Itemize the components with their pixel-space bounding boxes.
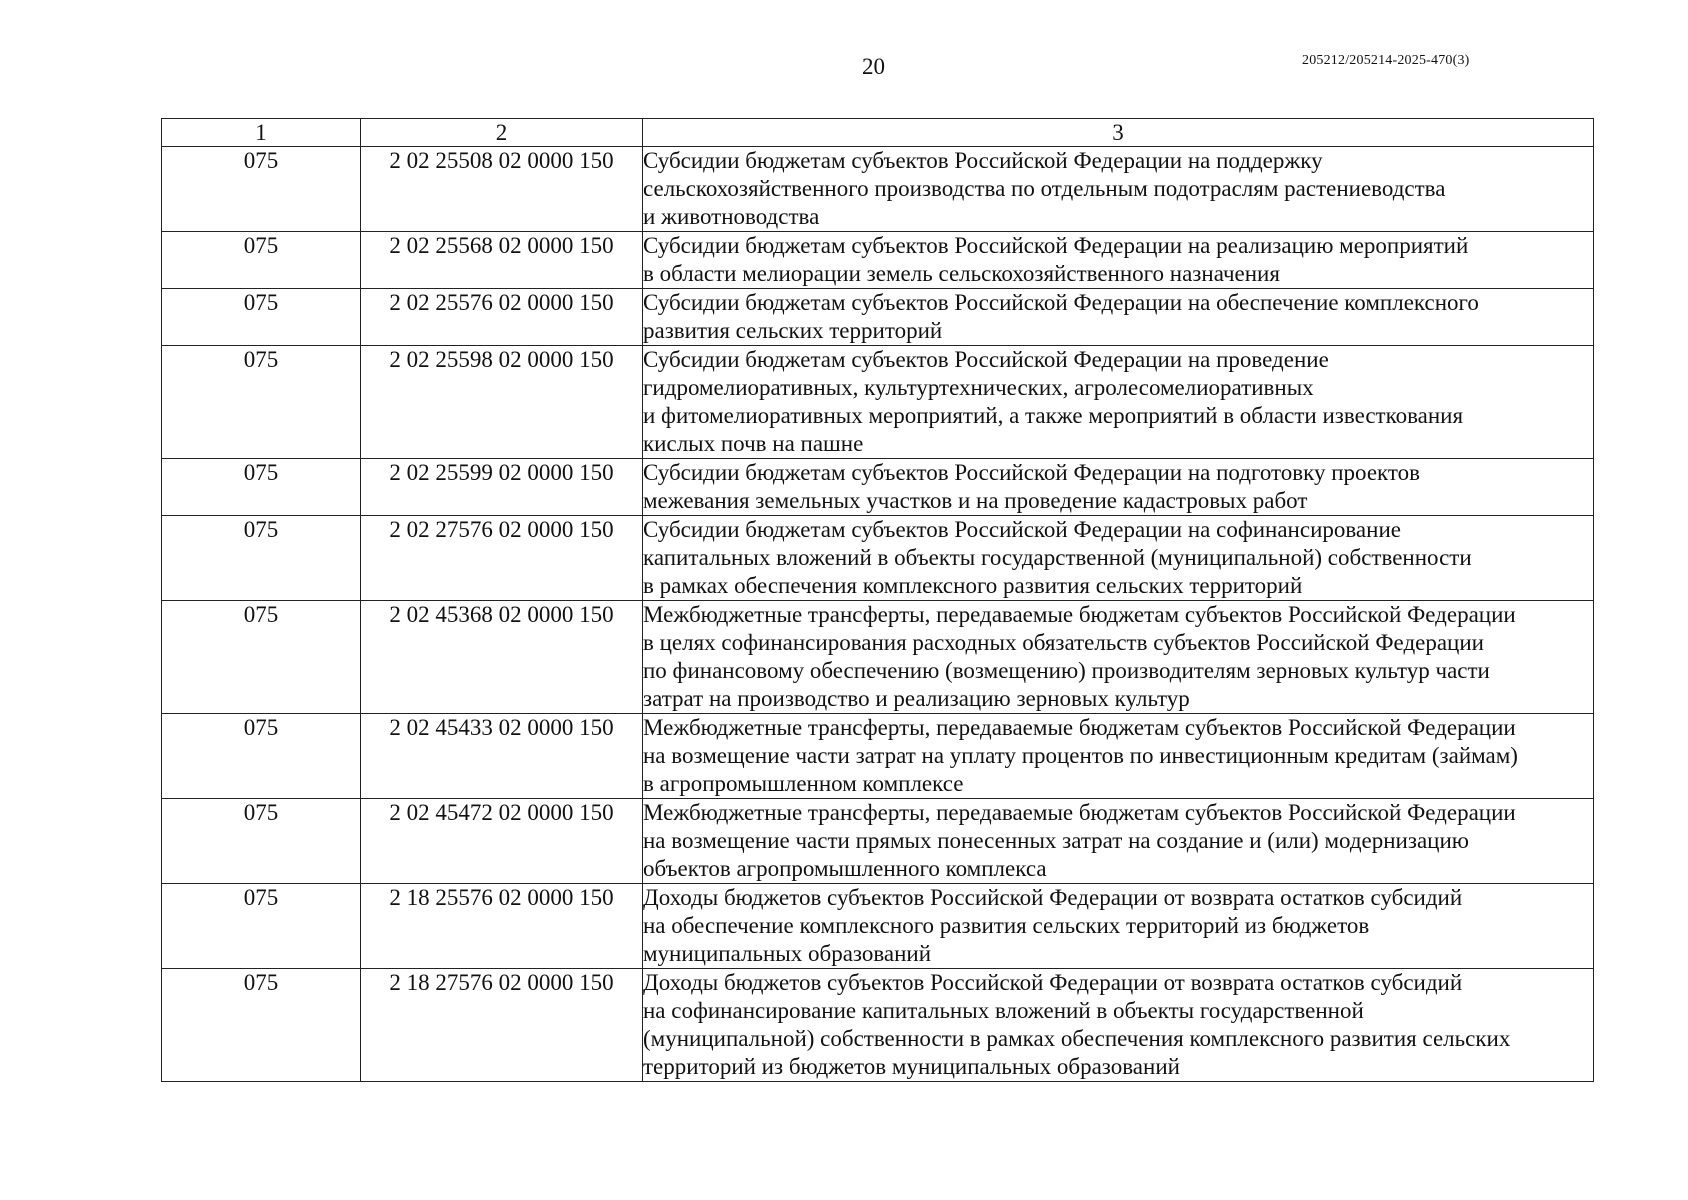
table-row (162, 969, 1594, 1082)
table-row (162, 601, 1594, 714)
description-line: на возмещение части затрат на уплату процентов по инвестиционным кредитам (займам) (643, 743, 1518, 768)
description-line: сельскохозяйственного производства по отдельным подотраслям растениеводства (643, 176, 1446, 201)
page-number: 20 (862, 54, 885, 79)
description-cell (643, 969, 1594, 1082)
description-cell (643, 289, 1594, 346)
table-row (162, 799, 1594, 884)
description-line: Субсидии бюджетам субъектов Российской Федерации на проведение (643, 347, 1329, 372)
description-line: на возмещение части прямых понесенных затрат на создание и (или) модернизацию (643, 828, 1469, 853)
description-line: на софинансирование капитальных вложений в объекты государственной (643, 998, 1364, 1023)
kbk-code-cell: 2 02 45433 02 0000 150 (361, 714, 643, 799)
kbk-code-cell: 2 02 25568 02 0000 150 (361, 232, 643, 289)
table-row (162, 884, 1594, 969)
description-line: Субсидии бюджетам субъектов Российской Федерации на реализацию мероприятий (643, 233, 1469, 258)
description-cell (643, 884, 1594, 969)
kbk-code-cell: 2 02 25576 02 0000 150 (361, 289, 643, 346)
table-row (162, 147, 1594, 232)
description-line: гидромелиоративных, культуртехнических, агролесомелиоративных (643, 375, 1314, 400)
description-line: Субсидии бюджетам субъектов Российской Федерации на подготовку проектов (643, 460, 1421, 485)
admin-code-cell: 075 (162, 799, 361, 884)
description-line: и фитомелиоративных мероприятий, а также мероприятий в области известкования (643, 403, 1464, 428)
description-line: затрат на производство и реализацию зерновых культур (643, 686, 1190, 711)
description-cell (643, 459, 1594, 516)
description-cell (643, 601, 1594, 714)
table-row (162, 289, 1594, 346)
description-line: территорий из бюджетов муниципальных образований (643, 1054, 1180, 1079)
kbk-code-cell: 2 02 25599 02 0000 150 (361, 459, 643, 516)
description-line: развития сельских территорий (643, 318, 943, 343)
kbk-code-cell: 2 18 27576 02 0000 150 (361, 969, 643, 1082)
description-line: в агропромышленном комплексе (643, 771, 964, 796)
description-line: в рамках обеспечения комплексного развития сельских территорий (643, 573, 1303, 598)
table-row (162, 459, 1594, 516)
description-line: Межбюджетные трансферты, передаваемые бюджетам субъектов Российской Федерации (643, 800, 1516, 825)
description-line: и животноводства (643, 204, 820, 229)
admin-code-cell: 075 (162, 346, 361, 459)
kbk-code-cell: 2 02 27576 02 0000 150 (361, 516, 643, 601)
description-line: Межбюджетные трансферты, передаваемые бюджетам субъектов Российской Федерации (643, 715, 1516, 740)
description-line: межевания земельных участков и на проведение кадастровых работ (643, 488, 1308, 513)
description-cell (643, 346, 1594, 459)
table-row (162, 232, 1594, 289)
description-line: Субсидии бюджетам субъектов Российской Федерации на поддержку (643, 148, 1323, 173)
description-line: в области мелиорации земель сельскохозяйственного назначения (643, 261, 1280, 286)
kbk-code-cell: 2 02 25598 02 0000 150 (361, 346, 643, 459)
description-line: муниципальных образований (643, 941, 932, 966)
admin-code-cell: 075 (162, 516, 361, 601)
admin-code-cell: 075 (162, 884, 361, 969)
table-row (162, 516, 1594, 601)
kbk-code-cell: 2 18 25576 02 0000 150 (361, 884, 643, 969)
admin-code-cell: 075 (162, 289, 361, 346)
description-cell (643, 714, 1594, 799)
admin-code-cell: 075 (162, 969, 361, 1082)
description-line: объектов агропромышленного комплекса (643, 856, 1047, 881)
admin-code-cell: 075 (162, 232, 361, 289)
description-line: в целях софинансирования расходных обязательств субъектов Российской Федерации (643, 630, 1484, 655)
description-line: на обеспечение комплексного развития сельских территорий из бюджетов (643, 913, 1370, 938)
description-cell (643, 516, 1594, 601)
description-cell (643, 799, 1594, 884)
description-line: (муниципальной) собственности в рамках обеспечения комплексного развития сельских (643, 1026, 1511, 1051)
description-cell (643, 232, 1594, 289)
table-row (162, 346, 1594, 459)
description-line: Доходы бюджетов субъектов Российской Федерации от возврата остатков субсидий (643, 970, 1463, 995)
admin-code-cell: 075 (162, 459, 361, 516)
admin-code-cell: 075 (162, 601, 361, 714)
description-line: кислых почв на пашне (643, 431, 864, 456)
column-header-1: 1 (162, 119, 361, 147)
description-line: капитальных вложений в объекты государственной (муниципальной) собственности (643, 545, 1472, 570)
description-line: Межбюджетные трансферты, передаваемые бюджетам субъектов Российской Федерации (643, 602, 1516, 627)
budget-classification-table (161, 118, 1594, 1082)
kbk-code-cell: 2 02 45472 02 0000 150 (361, 799, 643, 884)
table-row (162, 714, 1594, 799)
description-line: Субсидии бюджетам субъектов Российской Федерации на софинансирование (643, 517, 1401, 542)
description-line: Субсидии бюджетам субъектов Российской Федерации на обеспечение комплексного (643, 290, 1479, 315)
kbk-code-cell: 2 02 45368 02 0000 150 (361, 601, 643, 714)
description-line: Доходы бюджетов субъектов Российской Федерации от возврата остатков субсидий (643, 885, 1463, 910)
kbk-code-cell: 2 02 25508 02 0000 150 (361, 147, 643, 232)
table-header-row (162, 119, 1594, 147)
description-line: по финансовому обеспечению (возмещению) производителям зерновых культур части (643, 658, 1490, 683)
admin-code-cell: 075 (162, 714, 361, 799)
description-cell (643, 147, 1594, 232)
admin-code-cell: 075 (162, 147, 361, 232)
document-code: 205212/205214-2025-470(3) (1302, 53, 1470, 68)
column-header-2: 2 (361, 119, 643, 147)
column-header-3: 3 (643, 119, 1594, 147)
